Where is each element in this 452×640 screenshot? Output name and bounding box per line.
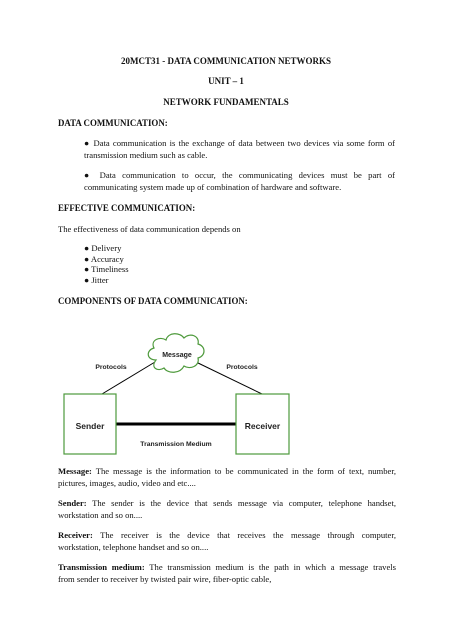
term-transmission-medium: Transmission medium: [58, 562, 145, 572]
definition-message-line-2: pictures, images, audio, video and etc.... [58, 477, 196, 488]
definition-message-line-1: The message is the information to be communicated in the form of text, number, [95, 466, 396, 476]
term-receiver: Receiver: [58, 530, 93, 540]
transmission-medium-label: Transmission Medium [140, 441, 212, 448]
definition-sender-line-2: workstation and so on.... [58, 509, 143, 520]
list-item: ● Accuracy [84, 253, 124, 264]
topic-title: NETWORK FUNDAMENTALS [163, 97, 289, 107]
section-heading-data-communication: DATA COMMUNICATION: [58, 118, 168, 128]
point-2-line-1: ● Data communication to occur, the communicating devices must be part of [84, 170, 395, 180]
list-item: ● Timeliness [84, 264, 129, 275]
course-title: 20MCT31 - DATA COMMUNICATION NETWORKS [120, 56, 331, 66]
message-label: Message [162, 352, 192, 359]
receiver-label: Receiver [244, 421, 281, 431]
list-item: ● Jitter [84, 274, 109, 285]
protocols-right-label: Protocols [226, 364, 258, 371]
list-item: ● Delivery [84, 243, 122, 253]
effectiveness-intro: The effectiveness of data communication depends on [58, 224, 241, 234]
definition-transmission-medium [58, 562, 396, 585]
definition-receiver-line-1: The receiver is the device that receives the message through computer, [100, 530, 396, 540]
point-1-line-2: transmission medium such as cable. [84, 149, 208, 160]
definition-transmission-medium-line-1: The transmission medium is the path in which a message travels [149, 562, 397, 572]
definition-receiver-line-2: workstation, telephone handset and so on.... [58, 541, 209, 552]
unit-label: UNIT – 1 [208, 76, 244, 86]
point-2-line-2: communicating system made up of combination of hardware and software. [84, 181, 342, 192]
protocols-left-label: Protocols [95, 364, 127, 371]
term-message: Message: [58, 466, 92, 476]
term-sender: Sender: [58, 498, 87, 508]
definition-transmission-medium-line-2: from sender to receiver by twisted pair wire, fiber-optic cable, [58, 573, 272, 584]
point-1-line-1: ● Data communication is the exchange of data between two devices via some form of [84, 138, 395, 148]
sender-label: Sender [75, 421, 105, 431]
definition-sender-line-1: The sender is the device that sends message via computer, telephone handset, [92, 498, 396, 508]
definition-message [58, 466, 396, 489]
section-heading-components: COMPONENTS OF DATA COMMUNICATION: [58, 296, 248, 306]
definition-receiver [58, 530, 396, 553]
section-heading-effective-communication: EFFECTIVE COMMUNICATION: [58, 203, 196, 213]
definition-sender [58, 498, 396, 521]
